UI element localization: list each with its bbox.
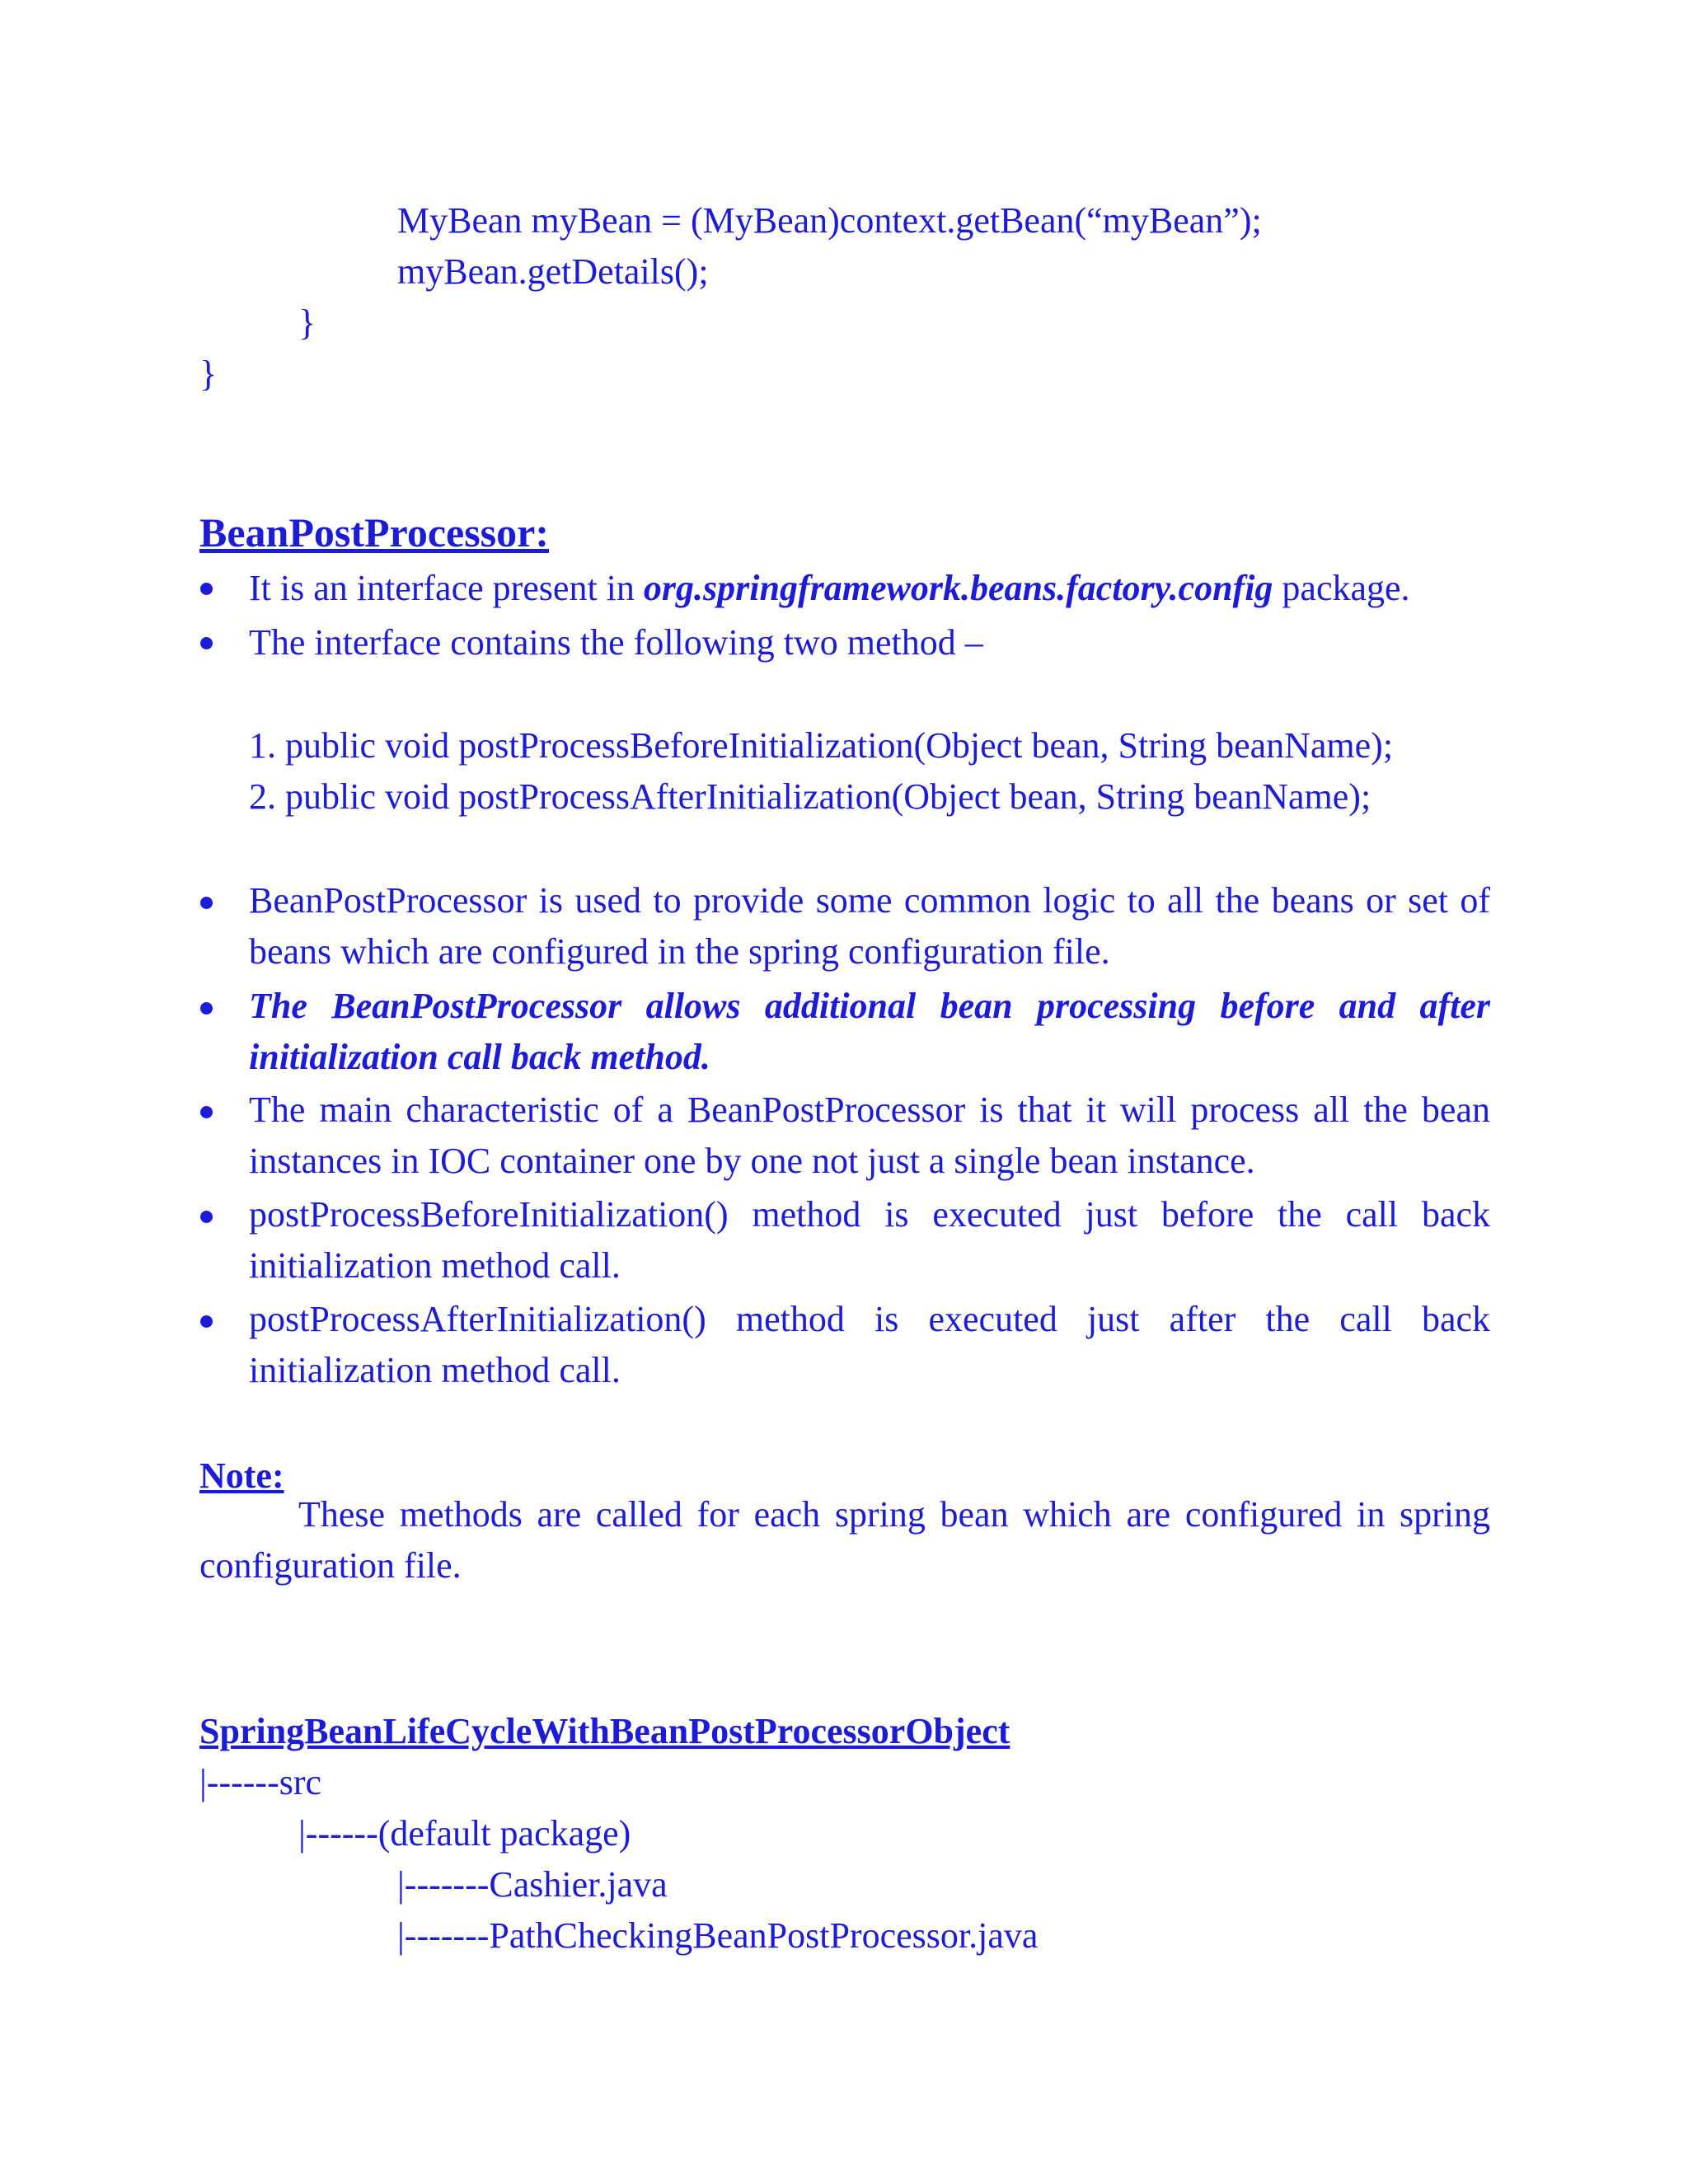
tree-item-src: |------src — [199, 1762, 322, 1802]
tree-item-cashier-java: |-------Cashier.java — [397, 1864, 668, 1905]
bullet-dot — [200, 1002, 213, 1015]
method-after-initialization: 2. public void postProcessAfterInitialization(Object bean, String beanName); — [249, 776, 1372, 817]
bullet-main-characteristic: The main characteristic of a BeanPostProcessor is that it will process all the bean instances in IOC container one by one not just a single bean instance. — [249, 1090, 1490, 1181]
project-title: SpringBeanLifeCycleWithBeanPostProcessorObject — [199, 1711, 1010, 1751]
bullet-interface-package — [249, 570, 1410, 607]
bullet-before-initialization: postProcessBeforeInitialization() method is executed just before the call back initialization method call. — [249, 1194, 1490, 1286]
tree-item-default-package: |------(default package) — [298, 1813, 631, 1854]
bullet-dot — [200, 637, 213, 649]
bullet-text: It is an interface present in — [249, 568, 644, 608]
code-line-getdetails: myBean.getDetails(); — [397, 251, 709, 292]
bullet-dot — [200, 1106, 213, 1118]
bullet-common-logic: BeanPostProcessor is used to provide some common logic to all the beans or set of beans which are configured in the spring configuration file. — [249, 880, 1490, 972]
bullet-dot — [200, 897, 213, 909]
bullet-two-methods: The interface contains the following two method – — [249, 622, 983, 663]
tree-item-pathchecking-java: |-------PathCheckingBeanPostProcessor.java — [397, 1915, 1039, 1956]
bullet-additional-processing: The BeanPostProcessor allows additional bean processing before and after initialization call back method. — [249, 986, 1490, 1077]
package-name: org.springframework.beans.factory.config — [643, 568, 1273, 608]
code-closing-brace-class: } — [199, 354, 218, 394]
code-closing-brace-method: } — [298, 302, 316, 343]
bullet-dot — [200, 1315, 213, 1328]
section-heading: BeanPostProcessor: — [199, 509, 549, 555]
note-text: These methods are called for each spring bean which are configured in spring configuration file. — [199, 1494, 1490, 1586]
code-line-getbean: MyBean myBean = (MyBean)context.getBean(“myBean”); — [397, 200, 1262, 241]
bullet-text-suffix: package. — [1273, 568, 1410, 608]
bullet-after-initialization: postProcessAfterInitialization() method is executed just after the call back initialization method call. — [249, 1299, 1490, 1390]
method-before-initialization: 1. public void postProcessBeforeInitialization(Object bean, String beanName); — [249, 725, 1394, 766]
bullet-dot — [200, 583, 213, 595]
note-heading: Note: — [199, 1455, 284, 1496]
bullet-dot — [200, 1211, 213, 1223]
